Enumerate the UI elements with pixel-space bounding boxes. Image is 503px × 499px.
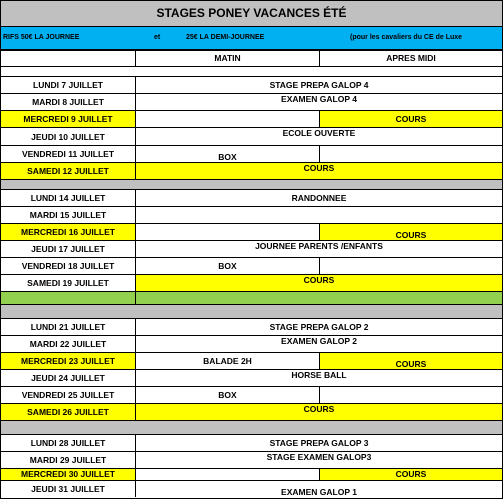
morning-cell <box>136 387 320 403</box>
activity-text: JOURNEE PARENTS /ENFANTS <box>255 241 383 251</box>
activity-text: HORSE BALL <box>291 370 347 380</box>
activity-text: RANDONNEE <box>291 193 347 203</box>
day-label: VENDREDI 11 JUILLET <box>1 146 136 162</box>
afternoon-cell <box>320 111 502 127</box>
table-row <box>1 387 502 404</box>
day-label: MARDI 22 JUILLET <box>1 336 136 352</box>
activity-text: COURS <box>303 275 335 285</box>
morning-cell <box>136 146 320 162</box>
price-note: (pour les cavaliers du CE de Luxe <box>350 34 463 41</box>
table-row <box>1 128 502 146</box>
activity-text: COURS <box>303 404 335 414</box>
header-day-cell <box>1 50 136 66</box>
table-row <box>1 241 502 258</box>
day-label: MARDI 15 JUILLET <box>1 207 136 223</box>
day-activity <box>136 77 502 93</box>
activity-text: COURS <box>395 230 427 240</box>
table-row <box>1 435 502 452</box>
table-row <box>1 481 502 497</box>
week-separator <box>1 421 502 435</box>
day-label: MARDI 29 JUILLET <box>1 452 136 468</box>
header-apres-midi-cell <box>320 50 502 66</box>
activity-text: BOX <box>218 390 237 400</box>
day-activity <box>136 94 502 110</box>
price-connector: et <box>154 34 161 41</box>
table-row <box>1 190 502 207</box>
day-activity <box>136 404 502 420</box>
afternoon-cell <box>320 353 502 369</box>
table-row <box>1 370 502 387</box>
activity-text: BOX <box>218 152 237 162</box>
activity-text: STAGE PREPA GALOP 4 <box>269 80 369 90</box>
day-label: JEUDI 10 JUILLET <box>1 128 136 145</box>
week-separator <box>1 180 502 190</box>
day-label: SAMEDI 12 JUILLET <box>1 163 136 179</box>
table-row <box>1 275 502 292</box>
table-row <box>1 77 502 94</box>
day-activity <box>136 207 502 223</box>
afternoon-cell <box>320 224 502 240</box>
price-info-band <box>1 27 502 50</box>
day-activity <box>136 128 502 145</box>
morning-cell <box>136 469 320 480</box>
day-activity <box>136 190 502 206</box>
day-label: LUNDI 28 JUILLET <box>1 435 136 451</box>
day-label: LUNDI 21 JUILLET <box>1 319 136 335</box>
day-activity <box>136 435 502 451</box>
activity-text: COURS <box>395 114 427 124</box>
table-row <box>1 94 502 111</box>
table-row <box>1 469 502 481</box>
day-label: VENDREDI 18 JUILLET <box>1 258 136 274</box>
activity-text: COURS <box>303 163 335 173</box>
table-row <box>1 146 502 163</box>
day-activity <box>136 452 502 468</box>
day-label: LUNDI 7 JUILLET <box>1 77 136 93</box>
day-label: MERCREDI 9 JUILLET <box>1 111 136 127</box>
table-row <box>1 404 502 421</box>
day-label: MERCREDI 16 JUILLET <box>1 224 136 240</box>
morning-cell <box>136 353 320 369</box>
table-row <box>1 319 502 336</box>
green-band <box>1 292 502 305</box>
activity-text: STAGE PREPA GALOP 3 <box>269 438 369 448</box>
morning-cell <box>136 111 320 127</box>
week-separator <box>1 305 502 319</box>
day-label: MERCREDI 30 JUILLET <box>1 469 136 480</box>
activity-text: ECOLE OUVERTE <box>282 128 356 138</box>
activity-text: STAGE PREPA GALOP 2 <box>269 322 369 332</box>
green-band-day <box>1 292 136 304</box>
activity-text: COURS <box>395 469 427 479</box>
day-activity <box>136 481 502 497</box>
afternoon-cell <box>320 469 502 480</box>
morning-cell <box>136 224 320 240</box>
activity-text: STAGE EXAMEN GALOP3 <box>266 452 372 462</box>
day-activity <box>136 163 502 179</box>
day-activity <box>136 319 502 335</box>
activity-text: EXAMEN GALOP 2 <box>281 336 357 346</box>
header-apres-midi: APRES MIDI <box>386 53 436 63</box>
price-half-day: 25€ LA DEMI-JOURNEE <box>186 34 265 41</box>
activity-text: EXAMEN GALOP 1 <box>281 487 357 497</box>
afternoon-cell <box>320 387 502 403</box>
header-row <box>1 50 502 67</box>
day-activity <box>136 336 502 352</box>
table-row <box>1 452 502 469</box>
table-row <box>1 353 502 370</box>
table-row <box>1 258 502 275</box>
day-label: JEUDI 31 JUILLET <box>1 481 136 497</box>
header-matin-cell <box>136 50 320 66</box>
table-row <box>1 163 502 180</box>
day-activity <box>136 275 502 291</box>
table-row <box>1 224 502 241</box>
day-label: SAMEDI 19 JUILLET <box>1 275 136 291</box>
price-full-day: RIFS 50€ LA JOURNEE <box>3 34 80 41</box>
morning-cell <box>136 258 320 274</box>
day-label: MARDI 8 JUILLET <box>1 94 136 110</box>
table-row <box>1 207 502 224</box>
afternoon-cell <box>320 258 502 274</box>
table-row <box>1 111 502 128</box>
header-matin: MATIN <box>214 53 241 63</box>
day-activity <box>136 241 502 257</box>
day-label: JEUDI 17 JUILLET <box>1 241 136 257</box>
day-label: MERCREDI 23 JUILLET <box>1 353 136 369</box>
table-row <box>1 336 502 353</box>
day-label: LUNDI 14 JUILLET <box>1 190 136 206</box>
page-title: STAGES PONEY VACANCES ÉTÉ <box>1 1 502 27</box>
blank-row <box>1 67 502 77</box>
day-label: SAMEDI 26 JUILLET <box>1 404 136 420</box>
activity-text: COURS <box>395 359 427 369</box>
activity-text: BALADE 2H <box>203 356 252 366</box>
afternoon-cell <box>320 146 502 162</box>
activity-text: BOX <box>218 261 237 271</box>
day-label: JEUDI 24 JUILLET <box>1 370 136 386</box>
activity-text: EXAMEN GALOP 4 <box>281 94 357 104</box>
day-activity <box>136 370 502 386</box>
day-label: VENDREDI 25 JUILLET <box>1 387 136 403</box>
